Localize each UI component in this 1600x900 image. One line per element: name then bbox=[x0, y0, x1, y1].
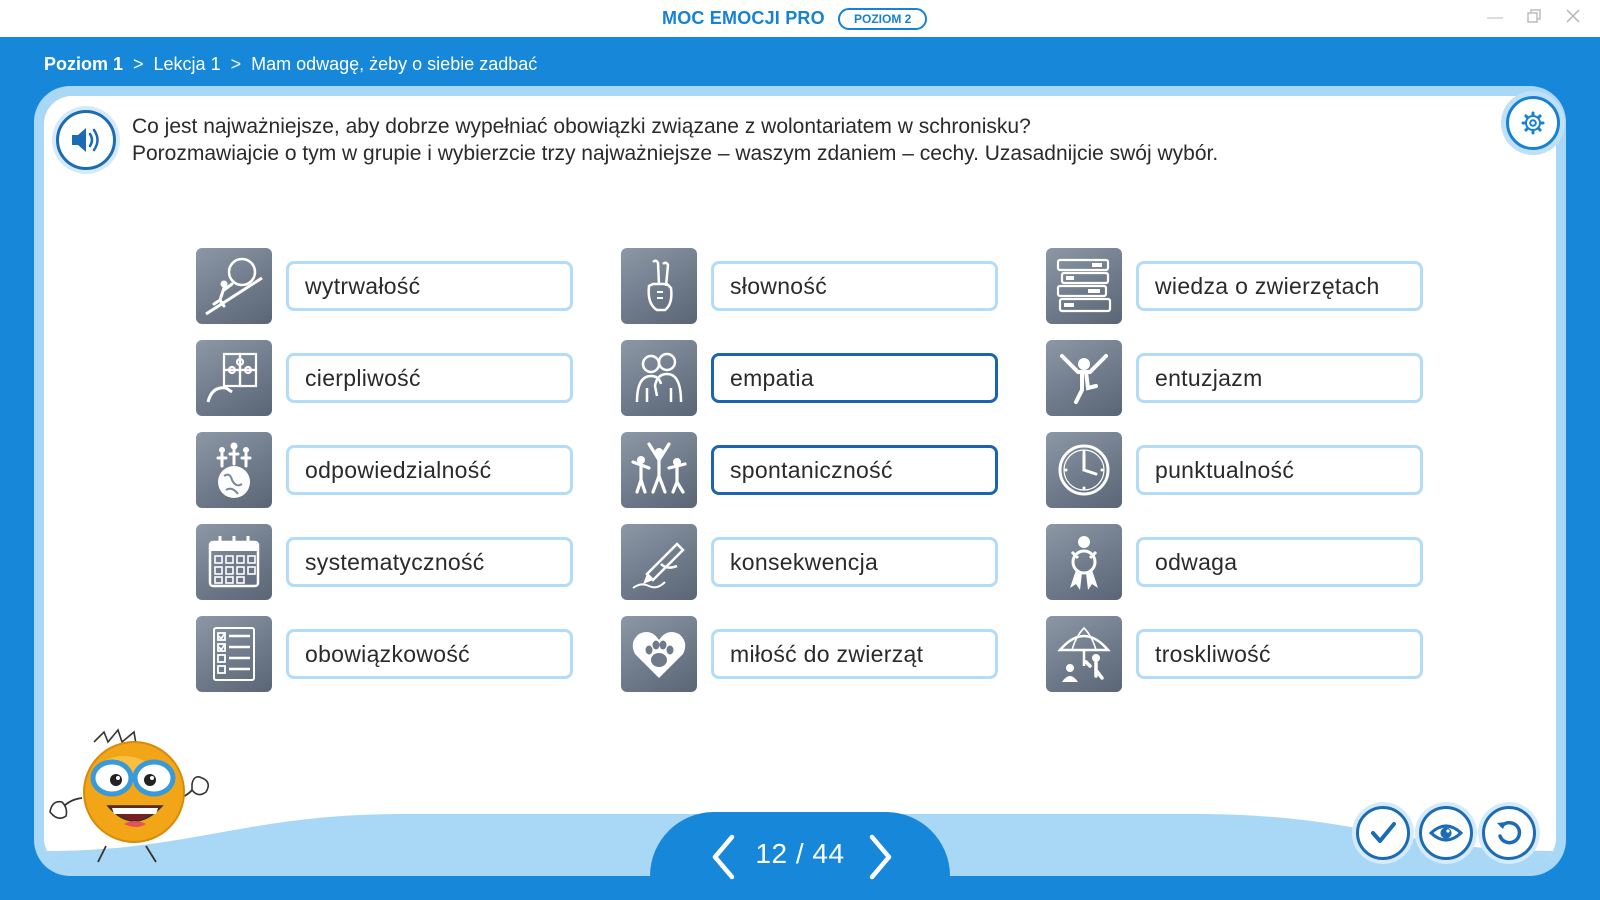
pen-writing-icon bbox=[621, 524, 697, 600]
audio-button[interactable] bbox=[56, 110, 116, 170]
trait-item[interactable] bbox=[1046, 248, 1423, 324]
gear-icon bbox=[1521, 111, 1545, 135]
trait-item[interactable] bbox=[196, 616, 573, 692]
umbrella-care-icon bbox=[1046, 616, 1122, 692]
chevron-left-icon bbox=[710, 834, 738, 880]
breadcrumb-separator: > bbox=[133, 54, 144, 74]
trait-label[interactable]: odpowiedzialność bbox=[286, 445, 573, 495]
calendar-icon bbox=[196, 524, 272, 600]
minimize-icon[interactable]: — bbox=[1487, 9, 1503, 26]
trait-label[interactable]: odwaga bbox=[1136, 537, 1423, 587]
trait-label[interactable]: cierpliwość bbox=[286, 353, 573, 403]
trait-item[interactable] bbox=[621, 248, 998, 324]
next-page-button[interactable] bbox=[862, 832, 898, 882]
trait-label[interactable]: wiedza o zwierzętach bbox=[1136, 261, 1423, 311]
trait-label[interactable]: empatia bbox=[711, 353, 998, 403]
trait-label[interactable]: entuzjazm bbox=[1136, 353, 1423, 403]
mascot-character bbox=[46, 728, 224, 866]
trait-label[interactable]: troskliwość bbox=[1136, 629, 1423, 679]
trait-item[interactable] bbox=[1046, 524, 1423, 600]
trait-item[interactable] bbox=[196, 524, 573, 600]
cheering-person-icon bbox=[1046, 340, 1122, 416]
medal-icon bbox=[1046, 524, 1122, 600]
eye-icon bbox=[1429, 821, 1463, 845]
trait-item[interactable] bbox=[196, 432, 573, 508]
trait-label[interactable]: obowiązkowość bbox=[286, 629, 573, 679]
clock-icon bbox=[1046, 432, 1122, 508]
people-on-globe-icon bbox=[196, 432, 272, 508]
trait-label[interactable]: spontaniczność bbox=[711, 445, 998, 495]
reset-button[interactable] bbox=[1482, 806, 1536, 860]
previous-page-button[interactable] bbox=[706, 832, 742, 882]
breadcrumb-level[interactable]: Poziom 1 bbox=[44, 54, 124, 74]
trait-label[interactable]: systematyczność bbox=[286, 537, 573, 587]
trait-item[interactable] bbox=[1046, 432, 1423, 508]
trait-item[interactable] bbox=[196, 248, 573, 324]
instruction-line-1: Co jest najważniejsze, aby dobrze wypełniać obowiązki związane z wolontariatem w schronisku? bbox=[132, 115, 1031, 138]
app-title: MOC EMOCJI PRO bbox=[662, 8, 825, 28]
speaker-icon bbox=[69, 125, 103, 155]
trait-item[interactable] bbox=[621, 432, 998, 508]
trait-item[interactable] bbox=[1046, 340, 1423, 416]
instruction-line-2: Porozmawiajcie o tym w grupie i wybierzcie trzy najważniejsze – waszym zdaniem – cechy. Uzasadnijcie swój wybór. bbox=[132, 142, 1219, 165]
show-answer-button[interactable] bbox=[1419, 806, 1473, 860]
restore-icon[interactable] bbox=[1525, 9, 1543, 27]
breadcrumb-lesson[interactable]: Lekcja 1 bbox=[153, 54, 221, 74]
check-icon bbox=[1368, 818, 1398, 848]
chevron-right-icon bbox=[866, 834, 894, 880]
trait-item[interactable] bbox=[621, 616, 998, 692]
breadcrumb bbox=[44, 54, 537, 75]
trait-label[interactable]: konsekwencja bbox=[711, 537, 998, 587]
trait-item[interactable] bbox=[1046, 616, 1423, 692]
trait-item[interactable] bbox=[621, 340, 998, 416]
puzzle-hand-icon bbox=[196, 340, 272, 416]
dancing-people-icon bbox=[621, 432, 697, 508]
trait-label[interactable]: miłość do zwierząt bbox=[711, 629, 998, 679]
trait-item[interactable] bbox=[621, 524, 998, 600]
trait-label[interactable]: wytrwałość bbox=[286, 261, 573, 311]
reset-icon bbox=[1494, 818, 1524, 848]
instruction-text bbox=[132, 113, 1452, 167]
promise-fingers-icon bbox=[621, 248, 697, 324]
trait-label[interactable]: punktualność bbox=[1136, 445, 1423, 495]
breadcrumb-separator: > bbox=[230, 54, 242, 74]
check-answer-button[interactable] bbox=[1356, 806, 1410, 860]
books-stack-icon bbox=[1046, 248, 1122, 324]
trait-item[interactable] bbox=[196, 340, 573, 416]
climber-boulder-icon bbox=[196, 248, 272, 324]
heart-paw-icon bbox=[621, 616, 697, 692]
close-icon[interactable] bbox=[1564, 9, 1582, 27]
trait-label[interactable]: słowność bbox=[711, 261, 998, 311]
hug-icon bbox=[621, 340, 697, 416]
settings-button[interactable] bbox=[1506, 96, 1560, 150]
traits-grid bbox=[196, 248, 1423, 692]
breadcrumb-topic[interactable]: Mam odwagę, żeby o siebie zadbać bbox=[251, 54, 538, 74]
page-counter: 12 / 44 bbox=[755, 838, 845, 869]
checklist-icon bbox=[196, 616, 272, 692]
level-badge[interactable]: POZIOM 2 bbox=[838, 8, 927, 30]
title-bar bbox=[0, 0, 1600, 37]
